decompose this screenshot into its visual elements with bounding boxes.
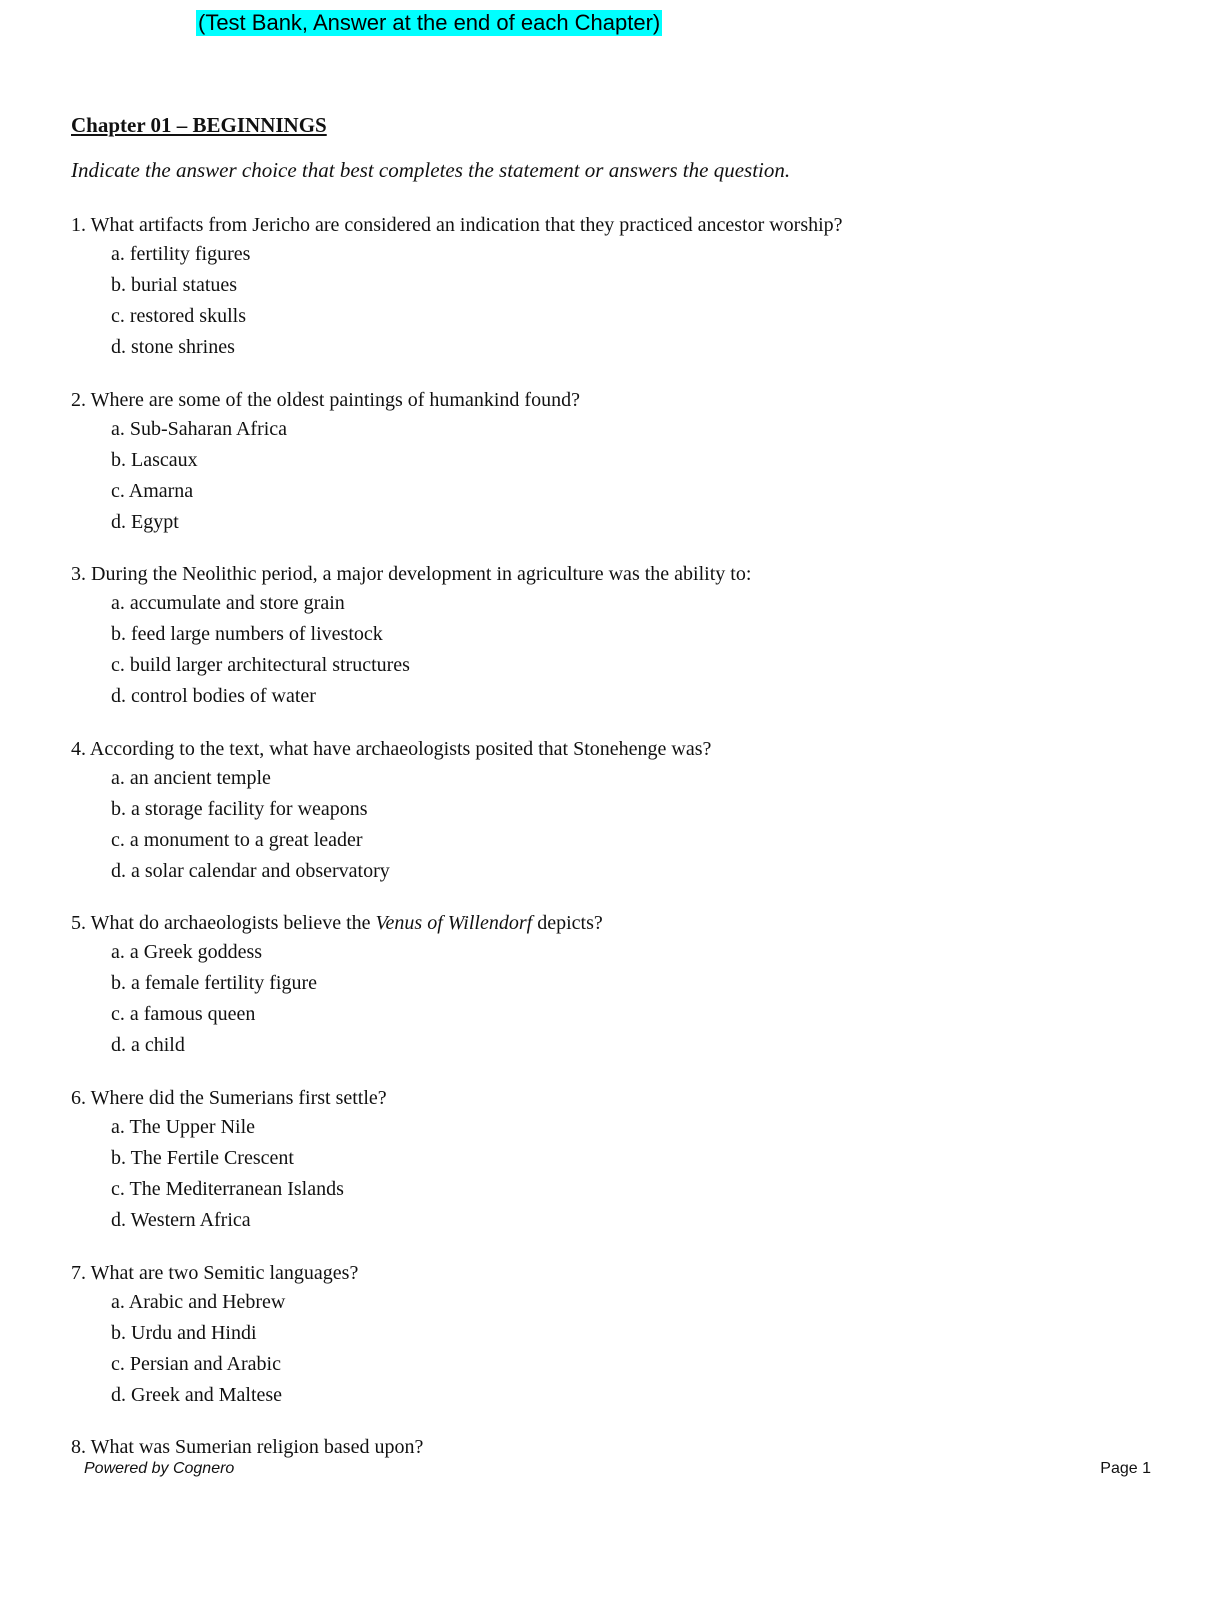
question-text [71, 386, 1171, 414]
answer-option: d. a solar calendar and observatory [111, 859, 390, 882]
question-list [71, 211, 1171, 1608]
answer-option: c. The Mediterranean Islands [111, 1177, 344, 1200]
question [71, 735, 1171, 910]
question-text-part: 4. According to the text, what have archaeologists posited that Stonehenge was? [71, 737, 712, 760]
answer-option: a. The Upper Nile [111, 1115, 256, 1138]
answer-option: d. Western Africa [111, 1208, 251, 1231]
test-bank-banner: (Test Bank, Answer at the end of each Chapter) [198, 10, 661, 35]
answer-option: b. Lascaux [111, 448, 198, 471]
question-text-part: 7. What are two Semitic languages? [71, 1261, 359, 1284]
powered-by: Powered by Cognero [84, 1460, 235, 1477]
question-text-part: 8. What was Sumerian religion based upon? [71, 1436, 424, 1459]
answer-option: a. Sub-Saharan Africa [111, 417, 288, 440]
answer-option: d. Greek and Maltese [111, 1383, 283, 1406]
answer-option: c. a monument to a great leader [111, 828, 363, 851]
answer-option: a. an ancient temple [111, 766, 271, 789]
question-text-part: depicts? [532, 912, 603, 935]
question [71, 909, 1171, 1084]
question-text [71, 735, 1171, 763]
answer-option: c. restored skulls [111, 305, 246, 327]
answer-option: a. Arabic and Hebrew [111, 1290, 286, 1313]
answer-option: c. Persian and Arabic [111, 1352, 281, 1375]
answer-option: a. accumulate and store grain [111, 592, 345, 615]
answer-option: c. a famous queen [111, 1003, 256, 1026]
question [71, 1084, 1171, 1259]
answer-option: b. The Fertile Crescent [111, 1146, 294, 1169]
answer-option: b. a female fertility figure [111, 972, 318, 995]
question-text-part: 1. What artifacts from Jericho are considered an indication that they practiced ancestor worship? [71, 214, 843, 236]
answer-option: a. a Greek goddess [111, 941, 263, 964]
answer-option: d. a child [111, 1034, 185, 1057]
question-text [71, 1259, 1171, 1287]
question-italic-title: Venus of Willendorf [375, 912, 533, 935]
question-text [71, 560, 1171, 588]
answer-option: b. burial statues [111, 274, 238, 296]
question-text [71, 1084, 1171, 1112]
question [71, 560, 1171, 735]
answer-option: c. Amarna [111, 479, 194, 502]
question-text [71, 211, 1171, 239]
answer-option: d. Egypt [111, 510, 179, 533]
page-number: Page 1 [1100, 1460, 1151, 1477]
question-text-part: 2. Where are some of the oldest paintings of humankind found? [71, 388, 580, 411]
question [71, 1433, 1171, 1608]
answer-option: a. fertility figures [111, 243, 251, 265]
question-text [71, 1433, 1171, 1461]
question [71, 1259, 1171, 1434]
answer-option: b. a storage facility for weapons [111, 797, 368, 820]
question-text-part: 6. Where did the Sumerians first settle? [71, 1086, 387, 1109]
answer-option: b. feed large numbers of livestock [111, 623, 383, 646]
answer-option: c. build larger architectural structures [111, 654, 410, 677]
answer-option: d. stone shrines [111, 336, 235, 358]
question-text-part: 3. During the Neolithic period, a major development in agriculture was the ability to: [71, 563, 752, 586]
question [71, 386, 1171, 561]
question [71, 211, 1171, 386]
answer-option: b. Urdu and Hindi [111, 1321, 257, 1344]
question-text-part: 5. What do archaeologists believe the [71, 912, 376, 935]
chapter-title: Chapter 01 – BEGINNINGS [71, 113, 327, 137]
instructions: Indicate the answer choice that best completes the statement or answers the question. [71, 158, 791, 182]
question-text [71, 909, 1171, 937]
answer-option: d. control bodies of water [111, 685, 316, 708]
